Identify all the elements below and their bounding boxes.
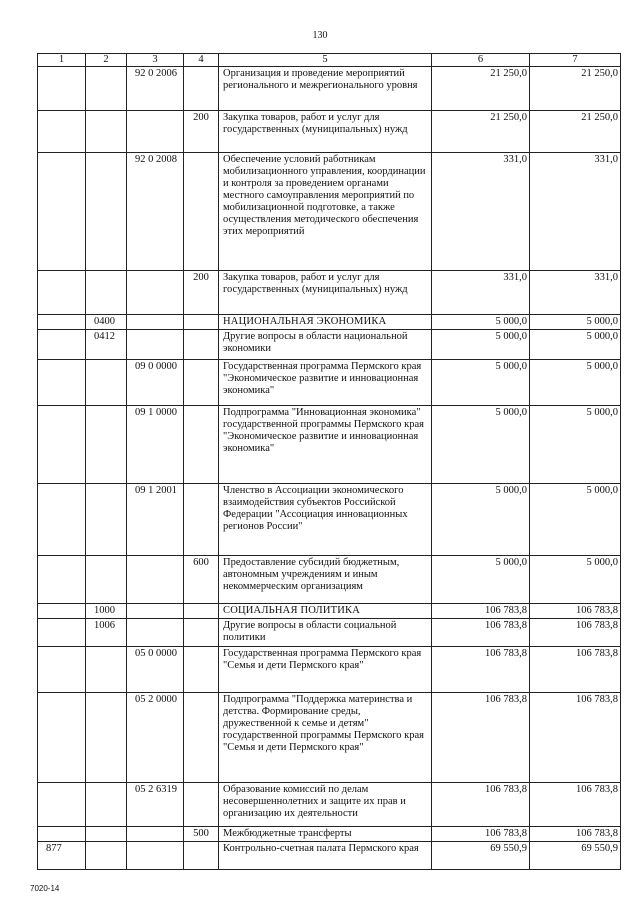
- cell-name: Контрольно-счетная палата Пермского края: [219, 842, 432, 870]
- cell-target: [127, 271, 184, 315]
- cell-name: Образование комиссий по делам несовершеннолетних и защите их прав и организацию их деятельности: [219, 783, 432, 827]
- cell-amount-2: 331,0: [530, 153, 621, 271]
- cell-target: [127, 556, 184, 604]
- cell-target: 92 0 2006: [127, 67, 184, 111]
- cell-section: [86, 693, 127, 783]
- table-row: [38, 271, 621, 315]
- cell-ministry: [38, 406, 86, 484]
- header-col-1: 1: [38, 54, 86, 67]
- table-row: [38, 484, 621, 556]
- cell-ministry: [38, 153, 86, 271]
- cell-name: Государственная программа Пермского края "Экономическое развитие и инновационная экономика": [219, 360, 432, 406]
- table-row: [38, 604, 621, 619]
- cell-amount-2: 5 000,0: [530, 556, 621, 604]
- cell-amount-2: 5 000,0: [530, 360, 621, 406]
- cell-amount-2: 5 000,0: [530, 315, 621, 330]
- cell-target: 09 1 2001: [127, 484, 184, 556]
- cell-ministry: [38, 693, 86, 783]
- cell-amount-2: 331,0: [530, 271, 621, 315]
- cell-target: 05 0 0000: [127, 647, 184, 693]
- cell-name: Предоставление субсидий бюджетным, автономным учреждениям и иным некоммерческим организациям: [219, 556, 432, 604]
- cell-expense-type: [184, 484, 219, 556]
- table-row: [38, 556, 621, 604]
- cell-expense-type: 200: [184, 111, 219, 153]
- cell-section: [86, 647, 127, 693]
- cell-name: Закупка товаров, работ и услуг для государственных (муниципальных) нужд: [219, 271, 432, 315]
- cell-amount-1: 5 000,0: [432, 556, 530, 604]
- cell-expense-type: [184, 693, 219, 783]
- table-row: [38, 67, 621, 111]
- cell-amount-1: 5 000,0: [432, 360, 530, 406]
- header-col-5: 5: [219, 54, 432, 67]
- cell-expense-type: [184, 315, 219, 330]
- cell-amount-1: 5 000,0: [432, 484, 530, 556]
- cell-amount-2: 106 783,8: [530, 619, 621, 647]
- cell-expense-type: 200: [184, 271, 219, 315]
- cell-ministry: [38, 271, 86, 315]
- cell-ministry: [38, 556, 86, 604]
- cell-name: Подпрограмма "Поддержка материнства и детства. Формирование среды, дружественной к семье и детям" государственной программы Пермского края "Семья и дети Пермского края": [219, 693, 432, 783]
- cell-amount-2: 21 250,0: [530, 67, 621, 111]
- cell-expense-type: [184, 406, 219, 484]
- footer-code: 7020-14: [30, 884, 60, 893]
- cell-amount-1: 331,0: [432, 271, 530, 315]
- cell-ministry: [38, 315, 86, 330]
- cell-section: [86, 360, 127, 406]
- cell-target: [127, 330, 184, 360]
- cell-target: [127, 111, 184, 153]
- cell-amount-1: 21 250,0: [432, 67, 530, 111]
- cell-amount-2: 21 250,0: [530, 111, 621, 153]
- cell-amount-2: 106 783,8: [530, 693, 621, 783]
- cell-expense-type: [184, 360, 219, 406]
- cell-section: [86, 556, 127, 604]
- header-col-6: 6: [432, 54, 530, 67]
- page-number: 130: [312, 30, 328, 41]
- cell-amount-1: 331,0: [432, 153, 530, 271]
- cell-section: [86, 783, 127, 827]
- cell-ministry: [38, 67, 86, 111]
- table-row: [38, 693, 621, 783]
- cell-amount-2: 69 550,9: [530, 842, 621, 870]
- cell-amount-1: 69 550,9: [432, 842, 530, 870]
- cell-name: Государственная программа Пермского края "Семья и дети Пермского края": [219, 647, 432, 693]
- cell-section: [86, 842, 127, 870]
- cell-name: НАЦИОНАЛЬНАЯ ЭКОНОМИКА: [219, 315, 432, 330]
- cell-target: 09 1 0000: [127, 406, 184, 484]
- cell-amount-2: 106 783,8: [530, 647, 621, 693]
- table-row: [38, 153, 621, 271]
- cell-expense-type: [184, 619, 219, 647]
- table-row: [38, 111, 621, 153]
- cell-amount-1: 106 783,8: [432, 827, 530, 842]
- cell-section: [86, 111, 127, 153]
- table-row: [38, 647, 621, 693]
- cell-amount-2: 106 783,8: [530, 783, 621, 827]
- cell-expense-type: 500: [184, 827, 219, 842]
- header-col-4: 4: [184, 54, 219, 67]
- cell-name: Обеспечение условий работникам мобилизационного управления, координации и контроля за проведением органами местного самоуправления мероприятий по мобилизационной подготовке, а также осуществления методического обеспечения этих мероприятий: [219, 153, 432, 271]
- table-header-row: [38, 54, 621, 67]
- cell-expense-type: [184, 67, 219, 111]
- table-row: [38, 842, 621, 870]
- table-row: [38, 360, 621, 406]
- cell-section: 0400: [86, 315, 127, 330]
- cell-ministry: [38, 111, 86, 153]
- cell-name: Подпрограмма "Инновационная экономика" государственной программы Пермского края "Экономическое развитие и инновационная экономика": [219, 406, 432, 484]
- cell-ministry: [38, 827, 86, 842]
- cell-amount-1: 106 783,8: [432, 693, 530, 783]
- cell-amount-2: 106 783,8: [530, 604, 621, 619]
- cell-target: [127, 827, 184, 842]
- cell-section: [86, 271, 127, 315]
- cell-expense-type: [184, 842, 219, 870]
- cell-target: [127, 619, 184, 647]
- table-row: [38, 406, 621, 484]
- cell-target: 05 2 6319: [127, 783, 184, 827]
- table-row: [38, 315, 621, 330]
- cell-ministry: [38, 484, 86, 556]
- cell-name: Организация и проведение мероприятий регионального и межрегионального уровня: [219, 67, 432, 111]
- cell-ministry: [38, 360, 86, 406]
- cell-amount-1: 106 783,8: [432, 604, 530, 619]
- cell-amount-1: 21 250,0: [432, 111, 530, 153]
- table-row: [38, 827, 621, 842]
- cell-ministry: 877: [38, 842, 86, 870]
- budget-table: [37, 53, 621, 870]
- cell-amount-1: 5 000,0: [432, 406, 530, 484]
- cell-amount-2: 5 000,0: [530, 406, 621, 484]
- cell-expense-type: [184, 604, 219, 619]
- cell-target: [127, 842, 184, 870]
- header-col-7: 7: [530, 54, 621, 67]
- cell-ministry: [38, 783, 86, 827]
- cell-name: Закупка товаров, работ и услуг для государственных (муниципальных) нужд: [219, 111, 432, 153]
- table-row: [38, 330, 621, 360]
- cell-expense-type: [184, 783, 219, 827]
- cell-amount-1: 5 000,0: [432, 330, 530, 360]
- cell-section: [86, 153, 127, 271]
- cell-amount-1: 106 783,8: [432, 783, 530, 827]
- cell-ministry: [38, 330, 86, 360]
- cell-amount-2: 106 783,8: [530, 827, 621, 842]
- cell-name: Другие вопросы в области национальной экономики: [219, 330, 432, 360]
- cell-expense-type: [184, 647, 219, 693]
- cell-section: [86, 484, 127, 556]
- cell-target: 09 0 0000: [127, 360, 184, 406]
- table-row: [38, 619, 621, 647]
- header-col-3: 3: [127, 54, 184, 67]
- cell-target: [127, 315, 184, 330]
- cell-expense-type: 600: [184, 556, 219, 604]
- cell-ministry: [38, 604, 86, 619]
- cell-amount-2: 5 000,0: [530, 330, 621, 360]
- cell-section: [86, 67, 127, 111]
- cell-section: 1006: [86, 619, 127, 647]
- cell-section: 0412: [86, 330, 127, 360]
- cell-ministry: [38, 647, 86, 693]
- cell-name: Членство в Ассоциации экономического взаимодействия субъектов Российской Федерации "Ассоциация инновационных регионов России": [219, 484, 432, 556]
- cell-section: 1000: [86, 604, 127, 619]
- cell-target: 92 0 2008: [127, 153, 184, 271]
- cell-section: [86, 827, 127, 842]
- cell-amount-1: 106 783,8: [432, 619, 530, 647]
- cell-amount-2: 5 000,0: [530, 484, 621, 556]
- table-row: [38, 783, 621, 827]
- cell-amount-1: 106 783,8: [432, 647, 530, 693]
- cell-expense-type: [184, 153, 219, 271]
- header-col-2: 2: [86, 54, 127, 67]
- cell-ministry: [38, 619, 86, 647]
- cell-target: [127, 604, 184, 619]
- cell-name: СОЦИАЛЬНАЯ ПОЛИТИКА: [219, 604, 432, 619]
- cell-section: [86, 406, 127, 484]
- cell-name: Другие вопросы в области социальной политики: [219, 619, 432, 647]
- cell-target: 05 2 0000: [127, 693, 184, 783]
- cell-name: Межбюджетные трансферты: [219, 827, 432, 842]
- cell-expense-type: [184, 330, 219, 360]
- cell-amount-1: 5 000,0: [432, 315, 530, 330]
